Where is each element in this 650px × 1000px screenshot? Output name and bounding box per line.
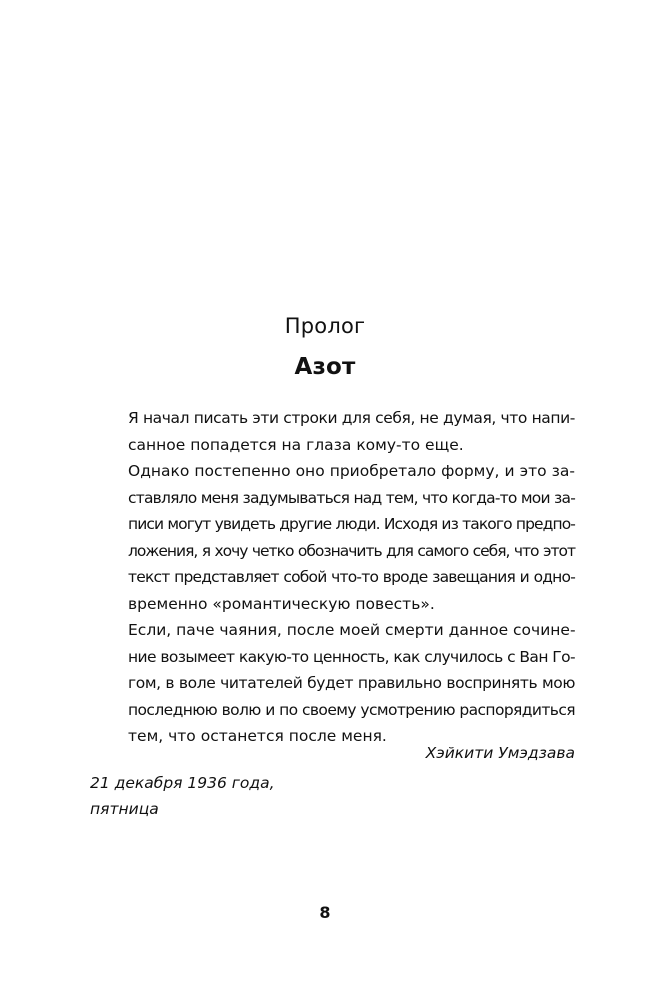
text-line: Однако постепенно оно приобретало форму, и это за- [128,462,575,480]
paragraph-3 [90,617,575,750]
text-line: Если, паче чаяния, после моей смерти данное сочине- [128,621,576,639]
text-line: гом, в воле читателей будет правильно воспринять мою [128,674,575,692]
paragraph-1 [90,405,575,458]
text-line: ложения, я хочу четко обозначить для самого себя, что этот [128,541,575,560]
page-number: 8 [319,903,331,922]
date-line: 21 декабря 1936 года, [90,774,275,792]
weekday-line: пятница [90,800,159,818]
text-line: текст представляет собой что-то вроде завещания и одно- [128,568,575,586]
body-text [90,405,575,750]
date-block [90,770,275,822]
text-line: ние возымеет какую-то ценность, как случилось с Ван Го- [128,647,575,666]
text-line: временно «романтическую повесть». [128,594,435,613]
chapter-title: Азот [294,354,356,380]
text-line: санное попадется на глаза кому-то еще. [128,435,464,454]
text-line: тем, что останется после меня. [128,727,387,745]
author-signature: Хэйкити Умэдзава [425,744,575,762]
paragraph-2 [90,458,575,617]
text-line: ставляло меня задумываться над тем, что когда-то мои за- [128,488,575,507]
text-line: писи могут увидеть другие люди. Исходя из такого предпо- [128,515,575,533]
text-line: Я начал писать эти строки для себя, не думая, что напи- [128,409,575,427]
chapter-label: Пролог [284,314,366,338]
text-line: последнюю волю и по своему усмотрению распорядиться [128,700,575,719]
